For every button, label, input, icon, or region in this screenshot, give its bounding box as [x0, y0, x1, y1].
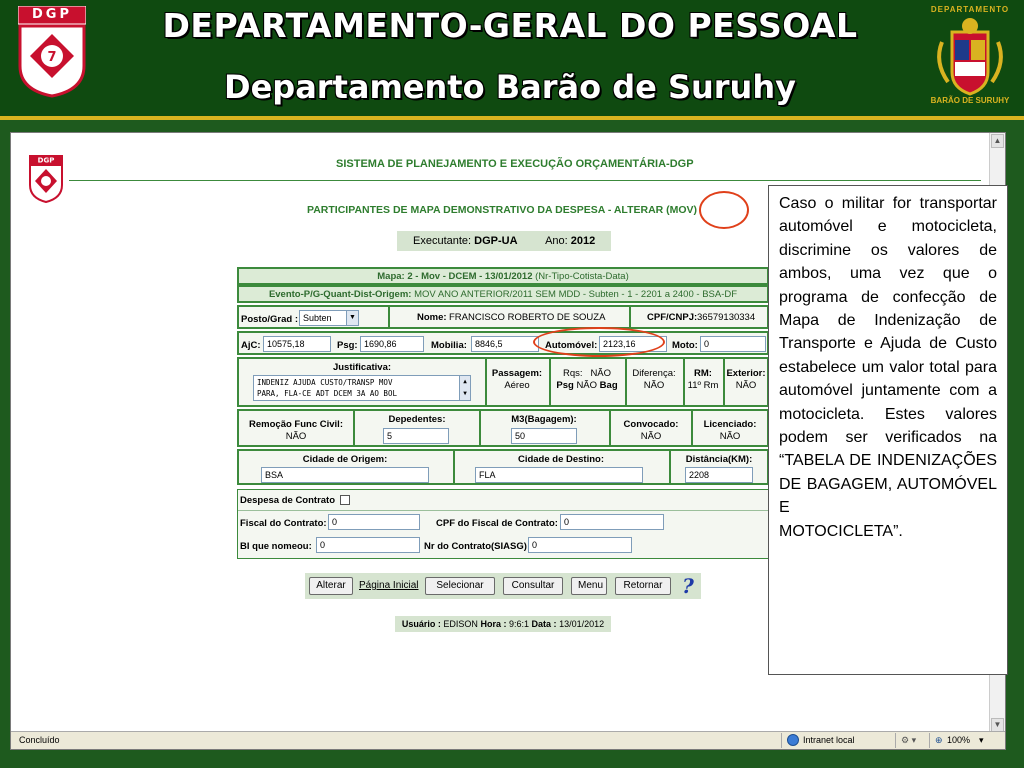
dependentes-input[interactable]: 5	[383, 428, 449, 444]
mobilia-input[interactable]: 8846,5	[471, 336, 539, 352]
ajc-input[interactable]: 10575,18	[263, 336, 331, 352]
zone-text: Intranet local	[803, 735, 855, 745]
destino-label: Cidade de Destino:	[517, 454, 605, 465]
despesa-contrato-label: Despesa de Contrato	[240, 495, 336, 506]
passagem-value: Aéreo	[504, 380, 530, 391]
security-icon[interactable]: ⚙ ▾	[901, 735, 917, 745]
ajc-label: AjC:	[241, 340, 261, 351]
mapa-suffix: (Nr-Tipo-Cotista-Data)	[532, 271, 629, 282]
exterior-label: Exterior:	[726, 368, 766, 379]
evento-bar	[237, 285, 769, 303]
system-title: SISTEMA DE PLANEJAMENTO E EXECUÇÃO ORÇAMENTÁRIA-DGP	[336, 158, 694, 170]
annotation-circle-mov	[699, 191, 749, 229]
executante-value: DGP-UA	[474, 235, 518, 247]
origem-label: Cidade de Origem:	[302, 454, 388, 465]
bag-label: Bag	[599, 380, 618, 391]
zoom-icon[interactable]: ⊕	[935, 735, 943, 745]
executante-label: Executante:	[413, 235, 472, 247]
automovel-input[interactable]: 2123,16	[599, 336, 667, 352]
crest-top-text: DEPARTAMENTO	[930, 5, 1010, 14]
action-bar	[305, 573, 701, 599]
origem-input[interactable]: BSA	[261, 467, 429, 483]
evento-label: Evento-P/G-Quant-Dist-Origem:	[268, 289, 412, 300]
rqs-line	[551, 368, 623, 379]
passagem-label: Passagem:	[491, 368, 543, 379]
chevron-down-icon[interactable]: ▼	[346, 311, 358, 325]
executante-box	[397, 231, 611, 251]
rqs-value: NÃO	[590, 368, 612, 379]
evento-value: MOV ANO ANTERIOR/2011 SEM MDD - Subten - 1 - 2201 a 2400 - BSA-DF	[411, 289, 738, 300]
row-justificativa	[237, 357, 769, 407]
menu-button[interactable]: Menu	[571, 577, 607, 595]
mapa-line: Mapa: 2 - Mov - DCEM - 13/01/2012	[377, 271, 533, 282]
psgbag-value: NÃO	[576, 380, 598, 391]
globe-icon	[787, 734, 799, 746]
retornar-button[interactable]: Retornar	[615, 577, 671, 595]
consultar-button[interactable]: Consultar	[503, 577, 563, 595]
zoom-dropdown-icon[interactable]: ▾	[979, 735, 984, 745]
cpf-fiscal-label: CPF do Fiscal de Contrato:	[436, 518, 558, 529]
scroll-down-arrow-icon[interactable]: ▼	[991, 718, 1004, 732]
convocado-value: NÃO	[640, 431, 662, 442]
remocao-value: NÃO	[285, 431, 307, 442]
row-cidades	[237, 449, 769, 485]
licenciado-label: Licenciado:	[703, 419, 757, 430]
diferenca-label: Diferença:	[632, 368, 676, 379]
posto-select[interactable]	[299, 310, 359, 326]
alterar-button[interactable]: Alterar	[309, 577, 353, 595]
mobilia-label: Mobilia:	[431, 340, 467, 351]
header-title: DEPARTAMENTO-GERAL DO PESSOAL	[162, 6, 858, 45]
row-remocao	[237, 409, 769, 447]
diferenca-value: NÃO	[643, 380, 665, 391]
hora-value: 9:6:1	[508, 619, 530, 629]
psg-input[interactable]: 1690,86	[360, 336, 424, 352]
rm-label: RM:	[694, 368, 712, 379]
cpf-fiscal-input[interactable]: 0	[560, 514, 664, 530]
rm-value: 11º Rm	[687, 380, 719, 391]
dependentes-label: Depedentes:	[388, 414, 446, 425]
psgbag-line	[551, 380, 623, 391]
justificativa-label: Justificativa:	[332, 362, 392, 373]
cpf-label: CPF/CNPJ:	[647, 312, 698, 323]
note-text: Caso o militar for transportar automóvel e motocicleta, discrimine os valores de ambos, uma vez que o programa de confecção de Mapa de Indenização de Transporte e Ajuda de Custo estabelece um valor total para automóvel juntamente com a motocicleta. Estes valores podem ser verificados na “TABELA DE INDENIZAÇÕES DE BAGAGEM, AUTOMÓVEL E	[779, 195, 997, 517]
dgp-badge-logo	[18, 6, 86, 98]
badge-text: DGP	[32, 7, 72, 22]
selecionar-button[interactable]: Selecionar	[425, 577, 495, 595]
exterior-value: NÃO	[735, 380, 757, 391]
distancia-label: Distância(KM):	[685, 454, 753, 465]
crest-bottom-text: BARÃO DE SURUHY	[930, 96, 1010, 105]
crest-logo	[920, 2, 1020, 110]
status-bar	[11, 731, 1005, 749]
status-text: Concluído	[19, 735, 60, 745]
psg-label: Psg:	[337, 340, 358, 351]
m3-label: M3(Bagagem):	[511, 414, 577, 425]
nome-value: FRANCISCO ROBERTO DE SOUZA	[449, 312, 606, 323]
slide-header	[0, 0, 1024, 120]
rqs-label: Rqs:	[562, 368, 583, 379]
m3-input[interactable]: 50	[511, 428, 577, 444]
posto-label: Posto/Grad :	[241, 314, 299, 325]
moto-label: Moto:	[672, 340, 698, 351]
moto-input[interactable]: 0	[700, 336, 766, 352]
mapa-bar	[237, 267, 769, 285]
fiscal-label: Fiscal do Contrato:	[240, 518, 327, 529]
annotation-circle-automovel	[533, 327, 665, 357]
svg-text:DGP: DGP	[37, 156, 55, 165]
usuario-label: Usuário :	[401, 619, 441, 629]
data-label: Data :	[531, 619, 557, 629]
cpf-value: 36579130334	[697, 312, 756, 323]
destino-input[interactable]: FLA	[475, 467, 643, 483]
help-icon[interactable]: ?	[682, 574, 694, 598]
nr-contrato-label: Nr do Contrato(SIASG)	[424, 541, 527, 552]
svg-text:7: 7	[47, 50, 57, 65]
convocado-label: Convocado:	[623, 419, 679, 430]
row-valores	[237, 331, 769, 355]
fiscal-input[interactable]: 0	[328, 514, 420, 530]
nome-label: Nome:	[417, 312, 447, 323]
nr-contrato-input[interactable]: 0	[528, 537, 632, 553]
header-subtitle: Departamento Barão de Suruhy	[224, 68, 796, 106]
textarea-scroll-icon[interactable]: ▲ ▼	[459, 376, 470, 400]
justificativa-line-1: INDENIZ AJUDA CUSTO/TRANSP MOV	[257, 378, 393, 387]
hora-label: Hora :	[480, 619, 507, 629]
ano-value: 2012	[570, 235, 596, 247]
distancia-input[interactable]: 2208	[685, 467, 753, 483]
row-identificacao	[237, 305, 769, 329]
remocao-label: Remoção Func Civil:	[249, 419, 343, 430]
annotation-note	[768, 185, 1008, 675]
automovel-label: Automóvel:	[545, 340, 598, 351]
justificativa-textarea[interactable]	[253, 375, 471, 401]
usuario-bar	[395, 616, 611, 632]
page-subtitle: PARTICIPANTES DE MAPA DEMONSTRATIVO DA DESPESA - ALTERAR (MOV)	[307, 204, 698, 216]
bi-input[interactable]: 0	[316, 537, 420, 553]
bi-label: BI que nomeou:	[240, 541, 312, 552]
usuario-value: EDISON	[443, 619, 478, 629]
psgbag-label: Psg	[556, 380, 574, 391]
row-contrato	[237, 489, 769, 559]
licenciado-value: NÃO	[719, 431, 741, 442]
posto-value: Subten	[303, 313, 332, 323]
data-value: 13/01/2012	[559, 619, 605, 629]
header-divider	[69, 180, 981, 181]
zoom-text[interactable]: 100%	[947, 735, 971, 745]
despesa-contrato-checkbox[interactable]	[340, 495, 350, 505]
note-text-last: MOTOCICLETA”.	[779, 522, 903, 540]
ano-label: Ano:	[545, 235, 568, 247]
scroll-up-arrow-icon[interactable]: ▲	[991, 134, 1004, 148]
justificativa-line-2: PARA, FLA-CE ADT DCEM 3A AO BOL	[257, 389, 397, 398]
page-dgp-logo	[29, 155, 63, 203]
pagina-inicial-link[interactable]: Página Inicial	[359, 580, 419, 591]
